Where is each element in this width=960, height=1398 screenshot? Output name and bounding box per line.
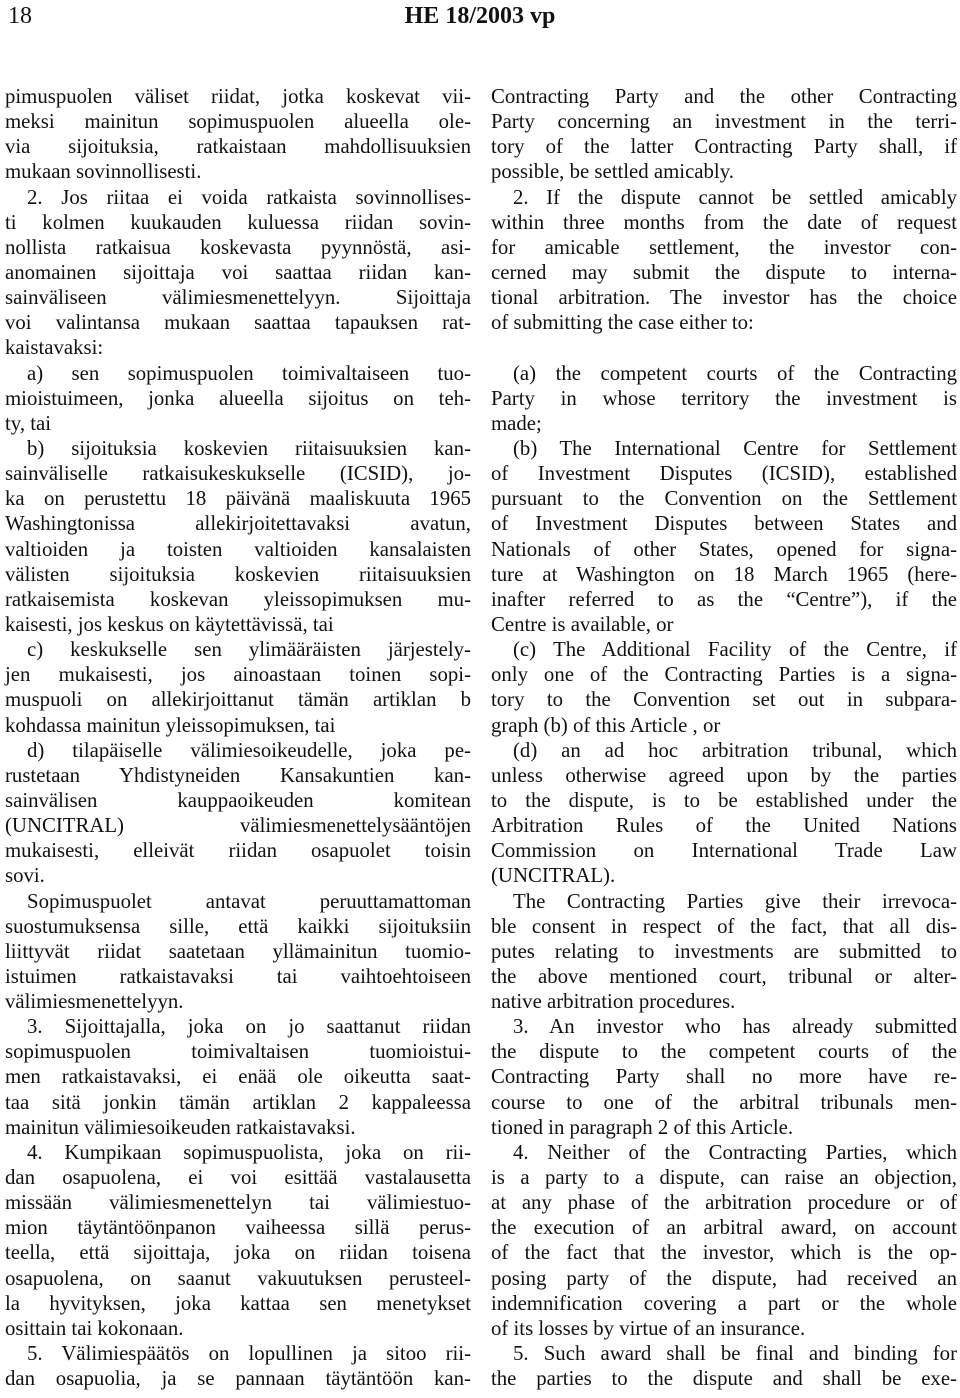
text-line: of its losses by virtue of an insurance. bbox=[491, 1316, 806, 1340]
text-line: nollista ratkaisua koskevasta pyynnöstä, asi- bbox=[5, 235, 471, 259]
text-line: osapuolena, on saanut vakuutuksen perusteel- bbox=[5, 1266, 471, 1290]
text-line: indemnification covering a part or the whole bbox=[491, 1291, 957, 1315]
text-line: the execution of an arbitral award, on account bbox=[491, 1216, 957, 1240]
text-line: sovi. bbox=[5, 864, 45, 888]
text-line: pimuspuolen väliset riidat, jotka koskevat vii- bbox=[5, 85, 471, 108]
text-line: Party concerning an investment in the terri- bbox=[491, 110, 957, 134]
text-line: putes relating to investments are submitted to bbox=[491, 939, 957, 963]
text-line: cerned may submit the dispute to interna- bbox=[491, 260, 957, 284]
text-line: posing party of the dispute, had received an bbox=[491, 1266, 957, 1290]
text-line: ti kolmen kuukauden kuluessa riidan sovin- bbox=[5, 210, 471, 234]
text-line: 5. Välimiespäätös on lopullinen ja sitoo rii- bbox=[27, 1342, 471, 1366]
text-line: possible, be settled amicably. bbox=[491, 160, 734, 184]
text-line: b) sijoituksia koskevien riitaisuuksien kan- bbox=[27, 436, 471, 460]
text-line: (b) The International Centre for Settlement bbox=[513, 436, 957, 460]
text-line: the dispute to the competent courts of the bbox=[491, 1040, 957, 1064]
text-line: of submitting the case either to: bbox=[491, 311, 754, 335]
text-line: kaisesti, jos keskus on käytettävissä, tai bbox=[5, 612, 334, 636]
finnish-text-column bbox=[5, 84, 471, 1391]
text-line: tory of the latter Contracting Party shall, if bbox=[491, 135, 957, 159]
text-line: ty, tai bbox=[5, 411, 52, 435]
text-line: dan osapuolia, ja se pannaan täytäntöön kan- bbox=[5, 1367, 471, 1391]
text-line: pursuant to the Convention on the Settlement bbox=[491, 487, 957, 511]
text-line: (UNCITRAL). bbox=[491, 864, 616, 888]
text-line: 5. Such award shall be final and binding for bbox=[513, 1342, 957, 1366]
text-line: liittyvät riidat saatetaan yllämainitun tuomio- bbox=[5, 939, 471, 963]
text-line: 4. Neither of the Contracting Parties, which bbox=[513, 1140, 957, 1164]
text-line: The Contracting Parties give their irrevoca- bbox=[513, 889, 957, 913]
text-line: taa sitä jonkin tämän artiklan 2 kappaleessa bbox=[5, 1090, 471, 1114]
document-id: HE 18/2003 vp bbox=[404, 3, 556, 29]
text-line: mukaan sovinnollisesti. bbox=[5, 160, 202, 184]
text-line: of Investment Disputes between States and bbox=[491, 512, 957, 536]
text-line: mioistuimeen, jonka alueella sijoitus on teh- bbox=[5, 386, 471, 410]
text-line: Nationals of other States, opened for signa- bbox=[491, 537, 957, 561]
text-line: meksi mainitun sopimuspuolen alueella ole- bbox=[5, 110, 471, 134]
text-line: graph (b) of this Article , or bbox=[491, 713, 721, 737]
text-line: course to one of the arbitral tribunals men- bbox=[491, 1090, 957, 1114]
text-line: Arbitration Rules of the United Nations bbox=[491, 814, 957, 838]
text-line: muspuoli on allekirjoittanut tämän artiklan b bbox=[5, 688, 471, 712]
text-line: suostumuksensa sille, että kaikki sijoituksiin bbox=[5, 914, 471, 938]
text-line: only one of the Contracting Parties is a signa- bbox=[491, 663, 957, 687]
text-line: valtioiden ja toisten valtioiden kansalaisten bbox=[5, 537, 471, 561]
text-line: (a) the competent courts of the Contracting bbox=[513, 361, 957, 385]
text-line: (c) The Additional Facility of the Centre, if bbox=[513, 638, 957, 662]
paragraph-gap bbox=[491, 335, 957, 360]
text-line: within three months from the date of request bbox=[491, 210, 957, 234]
text-line: the above mentioned court, tribunal or alter- bbox=[491, 964, 957, 988]
text-line: istuimen ratkaistavaksi tai vaihtoehtoiseen bbox=[5, 964, 471, 988]
page-header bbox=[0, 0, 960, 36]
text-line: via sijoituksia, ratkaistaan mahdollisuuksien bbox=[5, 135, 471, 159]
text-line: Party in whose territory the investment is bbox=[491, 386, 957, 410]
text-line: ratkaisemista koskevan yleissopimuksen mu- bbox=[5, 587, 471, 611]
text-line: välimiesmenettelyyn. bbox=[5, 990, 184, 1014]
text-line: (d) an ad hoc arbitration tribunal, which bbox=[513, 738, 957, 762]
text-line: ka on perustettu 18 päivänä maaliskuuta 1965 bbox=[5, 487, 471, 511]
text-line: (UNCITRAL) välimiesmenettelysääntöjen bbox=[5, 814, 471, 838]
text-line: sopimuspuolen toimivaltaisen tuomioistui- bbox=[5, 1040, 471, 1064]
text-line: unless otherwise agreed upon by the parties bbox=[491, 763, 957, 787]
text-line: 3. An investor who has already submitted bbox=[513, 1015, 957, 1039]
text-line: for amicable settlement, the investor con- bbox=[491, 235, 957, 259]
text-line: mion täytäntöönpanon vaiheessa sillä perus- bbox=[5, 1216, 471, 1240]
text-line: 4. Kumpikaan sopimuspuolista, joka on rii- bbox=[27, 1140, 471, 1164]
text-line: sainväliselle ratkaisukeskukselle (ICSID), jo- bbox=[5, 462, 471, 486]
text-line: tional arbitration. The investor has the choice bbox=[491, 286, 957, 310]
text-line: la hyvityksen, joka kattaa sen menetykset bbox=[5, 1291, 471, 1315]
text-line: 3. Sijoittajalla, joka on jo saattanut riidan bbox=[27, 1015, 471, 1039]
text-line: mukaisesti, elleivät riidan osapuolet toisin bbox=[5, 839, 471, 863]
text-line: 2. If the dispute cannot be settled amicably bbox=[513, 185, 957, 209]
text-line: inafter referred to as the “Centre”), if the bbox=[491, 587, 957, 611]
text-line: sainvälisen kauppaoikeuden komitean bbox=[5, 788, 471, 812]
text-line: missään välimiesmenettelyn tai välimiestuo- bbox=[5, 1191, 471, 1215]
text-line: Contracting Party and the other Contracting bbox=[491, 85, 957, 108]
page-number: 18 bbox=[8, 3, 32, 29]
text-line: ture at Washington on 18 March 1965 (here- bbox=[491, 562, 957, 586]
text-line: tioned in paragraph 2 of this Article. bbox=[491, 1115, 794, 1139]
text-line: sainväliseen välimiesmenettelyyn. Sijoittaja bbox=[5, 286, 471, 310]
text-line: mainitun välimiesoikeuden ratkaistavaksi. bbox=[5, 1115, 356, 1139]
text-line: the parties to the dispute and shall be exe- bbox=[491, 1367, 957, 1391]
text-line: of the fact that the investor, which is the op- bbox=[491, 1241, 957, 1265]
text-line: rustetaan Yhdistyneiden Kansakuntien kan- bbox=[5, 763, 471, 787]
text-line: 2. Jos riitaa ei voida ratkaista sovinnollises- bbox=[27, 185, 471, 209]
text-line: dan osapuolena, ei voi esittää vastalausetta bbox=[5, 1166, 471, 1190]
text-line: kohdassa mainitun yleissopimuksen, tai bbox=[5, 713, 336, 737]
text-line: välisten sijoituksia koskevien riitaisuuksien bbox=[5, 562, 471, 586]
text-line: Sopimuspuolet antavat peruuttamattoman bbox=[27, 889, 471, 913]
text-line: jen mukaisesti, jos ainoastaan toinen sopi- bbox=[5, 663, 471, 687]
text-line: men ratkaistavaksi, ei enää ole oikeutta saat- bbox=[5, 1065, 471, 1089]
text-line: voi valintansa mukaan saattaa tapauksen rat- bbox=[5, 311, 471, 335]
text-line: to the dispute, is to be established under the bbox=[491, 788, 957, 812]
text-line: ble consent in respect of the fact, that all dis- bbox=[491, 914, 957, 938]
text-line: kaistavaksi: bbox=[5, 336, 104, 360]
text-line: Washingtonissa allekirjoitettavaksi avatun, bbox=[5, 512, 471, 536]
text-line: is a party to a dispute, can raise an objection, bbox=[491, 1166, 957, 1190]
text-line: d) tilapäiselle välimiesoikeudelle, joka pe- bbox=[27, 738, 471, 762]
english-text-column bbox=[491, 84, 957, 1391]
text-line: Commission on International Trade Law bbox=[491, 839, 957, 863]
text-line: tory to the Convention set out in subpara- bbox=[491, 688, 957, 712]
text-line: Centre is available, or bbox=[491, 612, 674, 636]
text-line: osittain tai kokonaan. bbox=[5, 1316, 184, 1340]
text-line: c) keskukselle sen ylimääräisten järjestely- bbox=[27, 638, 471, 662]
text-line: a) sen sopimuspuolen toimivaltaiseen tuo- bbox=[27, 361, 471, 385]
text-line: Contracting Party shall no more have re- bbox=[491, 1065, 957, 1089]
text-line: made; bbox=[491, 411, 542, 435]
text-line: anomainen sijoittaja voi saattaa riidan kan- bbox=[5, 260, 471, 284]
text-line: at any phase of the arbitration procedure or of bbox=[491, 1191, 957, 1215]
text-line: teella, että sijoittaja, joka on riidan toisena bbox=[5, 1241, 471, 1265]
text-line: of Investment Disputes (ICSID), established bbox=[491, 462, 957, 486]
text-line: native arbitration procedures. bbox=[491, 990, 736, 1014]
